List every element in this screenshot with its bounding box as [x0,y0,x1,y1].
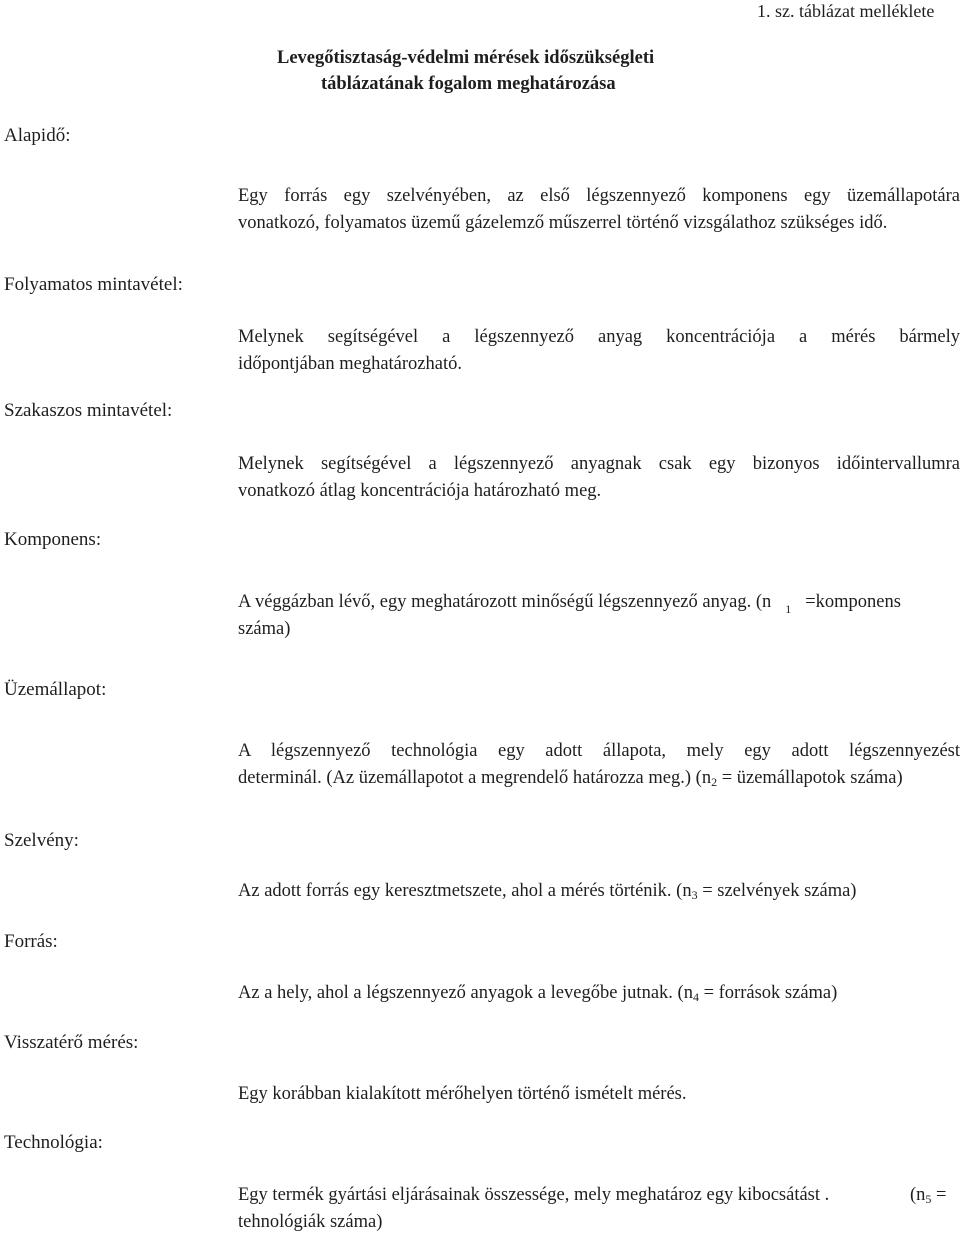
definition-text-tail [910,1182,946,1209]
definition-line: száma) [238,619,291,639]
definition-text: =komponens [805,592,901,612]
definition-text: Az adott forrás egy keresztmetszete, ahol a mérés történik. (n [238,881,692,901]
subscript-n4: 4 [692,990,699,1004]
definition-text: = üzemállapotok száma) [717,768,903,788]
definition-line [238,980,960,1007]
subscript-n3: 3 [691,888,698,902]
definition-line: Egy korábban kialakított mérőhelyen történő ismételt mérés. [238,1084,687,1104]
document-title-line-2: táblázatának fogalom meghatározása [321,74,616,94]
definition-szelveny [238,878,960,905]
definition-line [238,1182,960,1209]
definition-komponens [238,589,960,643]
definition-alapido [238,183,960,237]
term-forras: Forrás: [4,931,58,952]
definition-line: tehnológiák száma) [238,1212,383,1232]
term-szakaszos-mintavetel: Szakaszos mintavétel: [4,400,173,421]
subscript-n2: 2 [711,775,718,789]
term-uzemallapot: Üzemállapot: [4,679,107,700]
definition-technologia [238,1182,960,1236]
subscript-n1: 1 [785,602,792,616]
term-folyamatos-mintavetel: Folyamatos mintavétel: [4,274,183,295]
definition-text: (n [910,1185,926,1205]
definition-line [238,589,960,616]
definition-line [238,765,960,792]
definition-line: időpontjában meghatározható. [238,354,462,374]
definition-line: Egy forrás egy szelvényében, az első légszennyező komponens egy üzemállapotára [238,186,960,206]
definition-line: A légszennyező technológia egy adott állapota, mely egy adott légszennyezést [238,741,960,761]
definition-text: determinál. (Az üzemállapotot a megrendelő határozza meg.) (n [238,768,712,788]
subscript-n5: 5 [925,1192,932,1206]
definition-uzemallapot [238,738,960,792]
document-title-line-1: Levegőtisztaság-védelmi mérések időszükségleti [277,48,655,68]
term-szelveny: Szelvény: [4,830,79,851]
term-technologia: Technológia: [4,1132,103,1153]
definition-folyamatos-mintavetel [238,324,960,378]
term-komponens: Komponens: [4,529,102,550]
definition-text: Az a hely, ahol a légszennyező anyagok a levegőbe jutnak. (n [238,983,693,1003]
definition-line: vonatkozó átlag koncentrációja határozható meg. [238,481,602,501]
annex-label: 1. sz. táblázat melléklete [757,1,935,21]
definition-szakaszos-mintavetel [238,451,960,505]
definition-line: Melynek segítségével a légszennyező anyag koncentrációja a mérés bármely [238,327,960,347]
definition-text: A véggázban lévő, egy meghatározott minőségű légszennyező anyag. (n [238,592,772,612]
definition-line: vonatkozó, folyamatos üzemű gázelemző műszerrel történő vizsgálathoz szükséges idő. [238,213,888,233]
definition-visszatero-meres [238,1081,960,1108]
definition-text: = [931,1185,947,1205]
definition-forras [238,980,960,1007]
definition-text: = szelvények száma) [697,881,857,901]
definition-text: = források száma) [698,983,838,1003]
definition-text: Egy termék gyártási eljárásainak összessége, mely meghatároz egy kibocsátást . [238,1185,830,1205]
term-visszatero-meres: Visszatérő mérés: [4,1032,139,1053]
definition-line [238,878,960,905]
definition-line: Melynek segítségével a légszennyező anyagnak csak egy bizonyos időintervallumra [238,454,960,474]
term-alapido: Alapidő: [4,125,71,146]
